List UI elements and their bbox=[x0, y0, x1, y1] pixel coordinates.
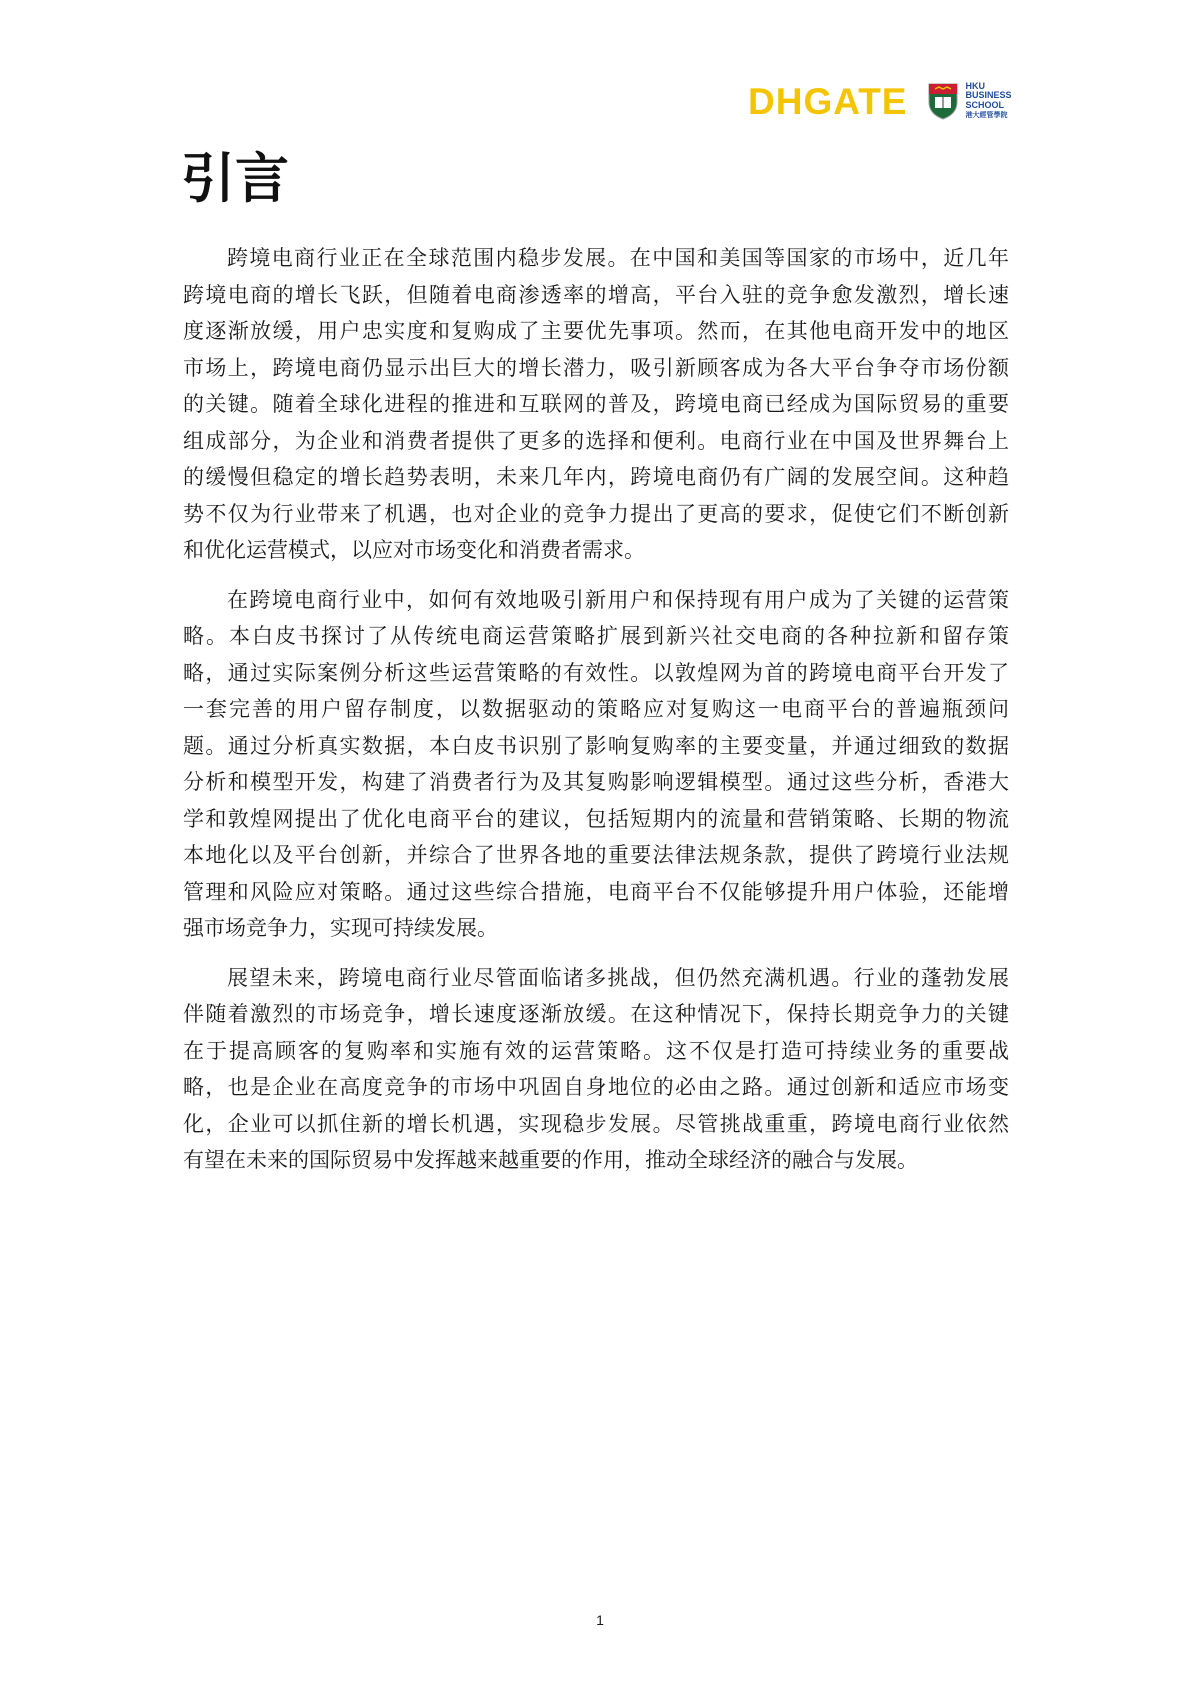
text-line: 强市场竞争力，实现可持续发展。 bbox=[183, 916, 498, 940]
text-line: 展望未来，跨境电商行业尽管面临诸多挑战，但仍然充满机遇。行业的蓬勃发展 bbox=[227, 965, 1009, 990]
text-line: 一套完善的用户留存制度，以数据驱动的策略应对复购这一电商平台的普遍瓶颈问 bbox=[183, 697, 1009, 721]
text-line: 化，企业可以抓住新的增长机遇，实现稳步发展。尽管挑战重重，跨境电商行业依然 bbox=[183, 1111, 1009, 1136]
text-line: 度逐渐放缓，用户忠实度和复购成了主要优先事项。然而，在其他电商开发中的地区 bbox=[183, 319, 1009, 343]
text-line: 的关键。随着全球化进程的推进和互联网的普及，跨境电商已经成为国际贸易的重要 bbox=[183, 392, 1009, 416]
hku-logo-text: BUSINESS bbox=[965, 90, 1012, 100]
hku-logo-text: 港大經管學院 bbox=[965, 112, 1008, 119]
text-line: 伴随着激烈的市场竞争，增长速度逐渐放缓。在这种情况下，保持长期竞争力的关键 bbox=[183, 1002, 1009, 1026]
text-line: 跨境电商的增长飞跃，但随着电商渗透率的增高，平台入驻的竞争愈发激烈，增长速 bbox=[183, 282, 1009, 307]
text-line: 跨境电商行业正在全球范围内稳步发展。在中国和美国等国家的市场中，近几年 bbox=[227, 246, 1009, 270]
text-line: 在于提高顾客的复购率和实施有效的运营策略。这不仅是打造可持续业务的重要战 bbox=[183, 1038, 1009, 1063]
paragraph bbox=[183, 240, 1009, 569]
text-line: 和优化运营模式，以应对市场变化和消费者需求。 bbox=[183, 538, 645, 562]
text-line: 管理和风险应对策略。通过这些综合措施，电商平台不仅能够提升用户体验，还能增 bbox=[183, 879, 1009, 904]
hku-logo-text: HKU bbox=[965, 80, 985, 91]
paragraph bbox=[183, 960, 1009, 1179]
dhgate-logo: DHGATE bbox=[748, 80, 908, 122]
text-line: 在跨境电商行业中，如何有效地吸引新用户和保持现有用户成为了关键的运营策 bbox=[227, 587, 1009, 612]
page-number: 1 bbox=[596, 1612, 604, 1628]
text-line: 略。本白皮书探讨了从传统电商运营策略扩展到新兴社交电商的各种拉新和留存策 bbox=[183, 624, 1009, 648]
paragraph bbox=[183, 582, 1009, 947]
header-logos bbox=[748, 80, 1012, 122]
hku-logo-text: SCHOOL bbox=[965, 99, 1004, 110]
text-line: 组成部分，为企业和消费者提供了更多的选择和便利。电商行业在中国及世界舞台上 bbox=[183, 428, 1009, 453]
text-line: 有望在未来的国际贸易中发挥越来越重要的作用，推动全球经济的融合与发展。 bbox=[183, 1148, 918, 1172]
text-line: 略，通过实际案例分析这些运营策略的有效性。以敦煌网为首的跨境电商平台开发了 bbox=[183, 660, 1009, 685]
text-line: 学和敦煌网提出了优化电商平台的建议，包括短期内的流量和营销策略、长期的物流 bbox=[183, 806, 1009, 831]
hku-crest-icon bbox=[927, 82, 959, 120]
hku-business-school-logo bbox=[965, 82, 1011, 121]
text-line: 本地化以及平台创新，并综合了世界各地的重要法律法规条款，提供了跨境行业法规 bbox=[183, 843, 1009, 867]
text-line: 分析和模型开发，构建了消费者行为及其复购影响逻辑模型。通过这些分析，香港大 bbox=[183, 770, 1009, 794]
text-line: 市场上，跨境电商仍显示出巨大的增长潜力，吸引新顾客成为各大平台争夺市场份额 bbox=[183, 355, 1009, 380]
text-line: 的缓慢但稳定的增长趋势表明，未来几年内，跨境电商仍有广阔的发展空间。这种趋 bbox=[183, 465, 1009, 489]
text-line: 题。通过分析真实数据，本白皮书识别了影响复购率的主要变量，并通过细致的数据 bbox=[183, 733, 1009, 758]
text-line: 势不仅为行业带来了机遇，也对企业的竞争力提出了更高的要求，促使它们不断创新 bbox=[183, 501, 1009, 526]
body-text bbox=[183, 240, 1009, 1192]
text-line: 略，也是企业在高度竞争的市场中巩固自身地位的必由之路。通过创新和适应市场变 bbox=[183, 1075, 1009, 1099]
page-title: 引言 bbox=[181, 147, 289, 210]
